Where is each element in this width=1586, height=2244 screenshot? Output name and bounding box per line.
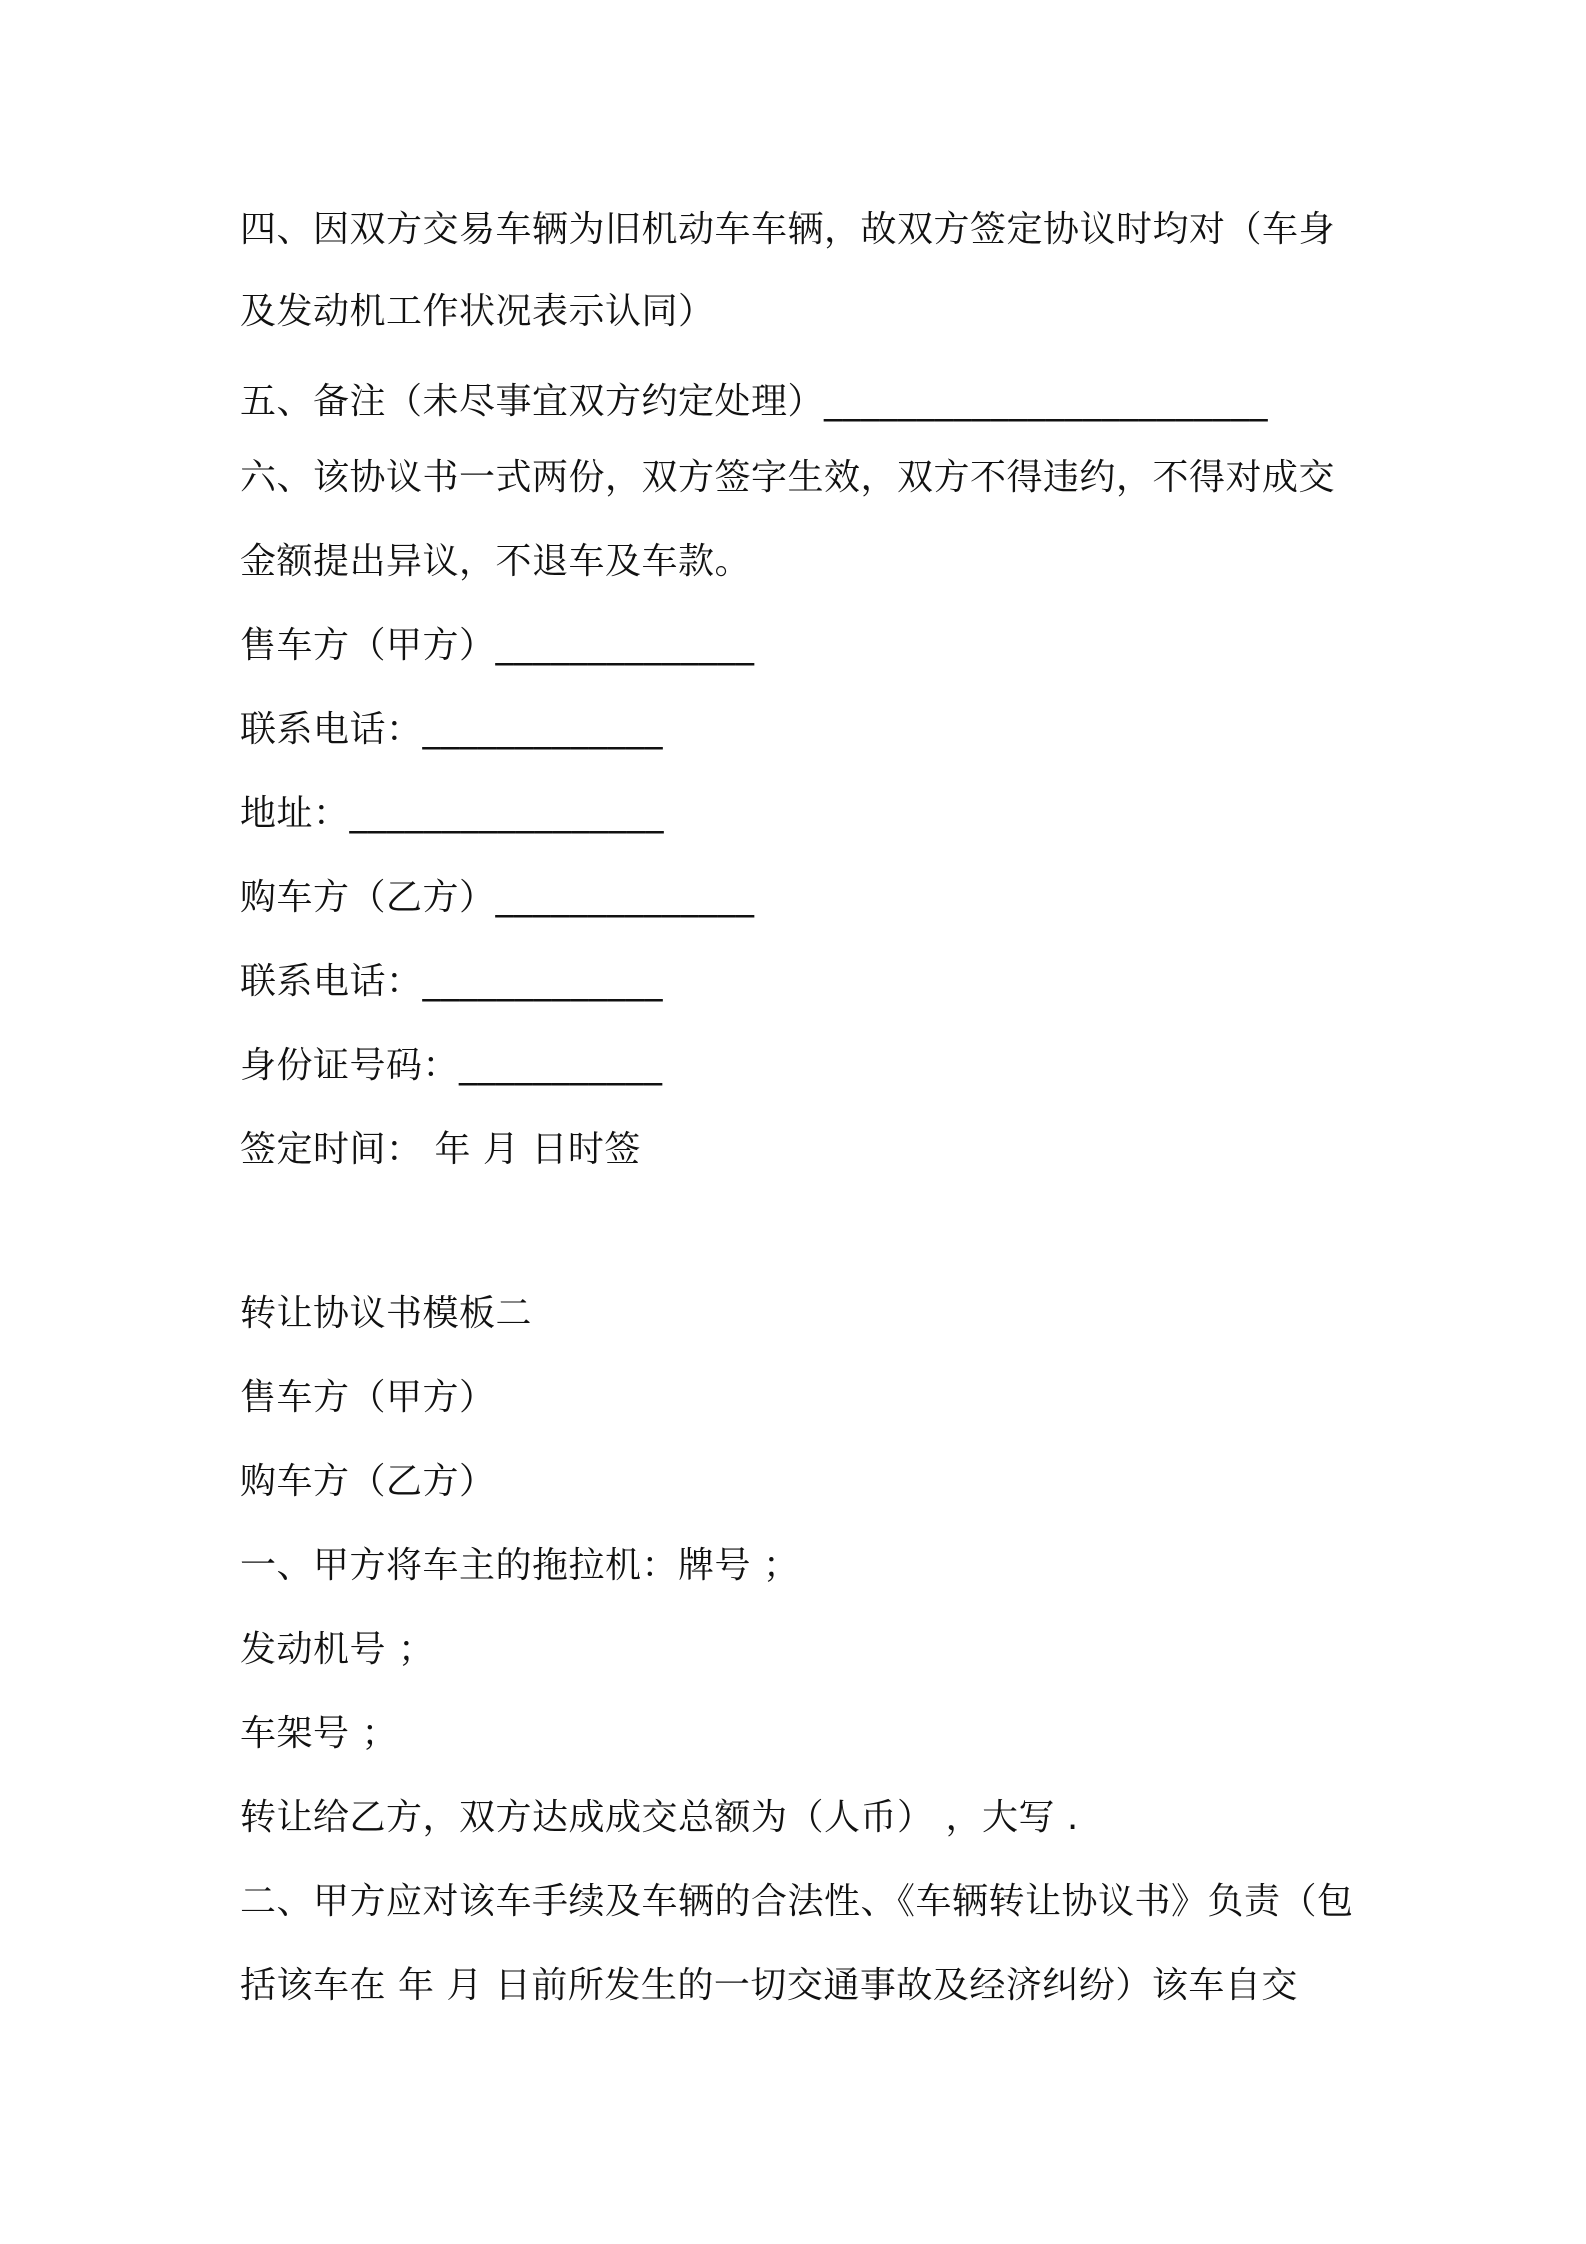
template-two-clause-2-line-2: 括该车在 年 月 日前所发生的一切交通事故及经济纠纷）该车自交: [240, 1965, 1298, 2006]
template-two-title: 转让协议书模板二: [240, 1293, 533, 1334]
buyer-party-field: 购车方（乙方）______________: [240, 877, 755, 918]
seller-phone-field: 联系电话：_____________: [240, 709, 664, 750]
clause-6-line-1: 六、该协议书一式两份，双方签字生效，双方不得违约，不得对成交: [240, 457, 1336, 498]
frame-number-field: 车架号 ；: [240, 1713, 398, 1754]
template-two-clause-2-line-1: 二、甲方应对该车手续及车辆的合法性、《车辆转让协议书》负责（包: [240, 1881, 1354, 1922]
clause-6-line-2: 金额提出异议，不退车及车款。: [240, 541, 752, 582]
buyer-id-field: 身份证号码：___________: [240, 1045, 663, 1086]
buyer-phone-field: 联系电话：_____________: [240, 961, 664, 1002]
template-two-clause-1: 一、甲方将车主的拖拉机：牌号 ；: [240, 1545, 800, 1586]
seller-address-field: 地址：_________________: [240, 793, 665, 834]
clause-4-line-2: 及发动机工作状况表示认同）: [240, 291, 715, 332]
seller-party-field: 售车方（甲方）______________: [240, 625, 755, 666]
engine-number-field: 发动机号 ；: [240, 1629, 435, 1670]
signing-date-field: 签定时间： 年 月 日时签: [240, 1129, 641, 1170]
clause-4-line-1: 四、因双方交易车辆为旧机动车车辆，故双方签定协议时均对（车身: [240, 209, 1336, 250]
transfer-amount-line: 转让给乙方，双方达成成交总额为（人币） ，大写 .: [240, 1797, 1079, 1838]
template-two-seller: 售车方（甲方）: [240, 1377, 496, 1418]
template-two-buyer: 购车方（乙方）: [240, 1461, 496, 1502]
clause-5-remarks: 五、备注（未尽事宜双方约定处理）________________________: [240, 381, 1269, 422]
